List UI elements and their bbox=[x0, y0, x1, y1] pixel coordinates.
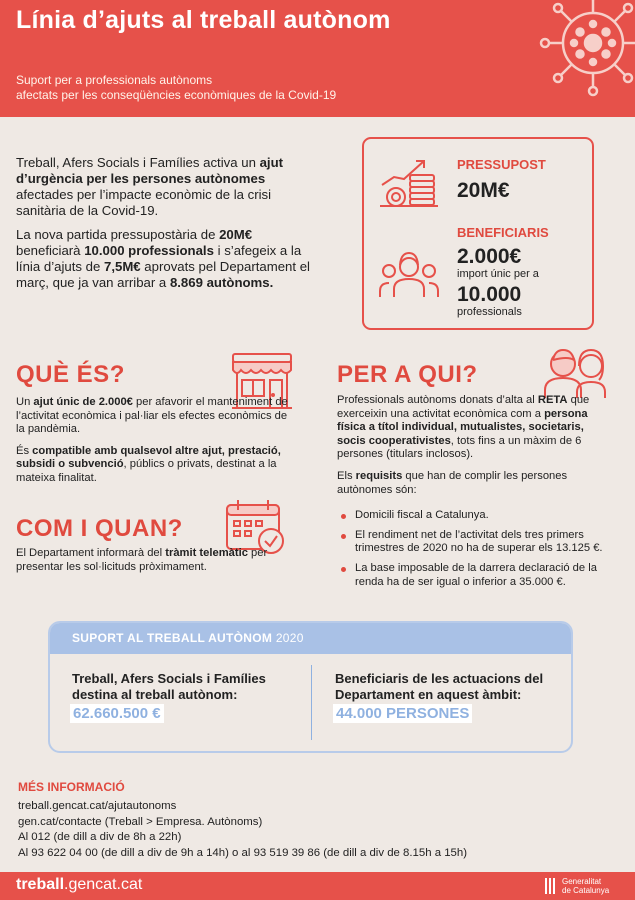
footer-site-rest: .gencat.cat bbox=[64, 876, 143, 893]
support-left-text: Treball, Afers Socials i Famílies destina al treball autònom: bbox=[72, 671, 266, 702]
budget-value: 20M€ bbox=[457, 179, 510, 202]
beneficiaries-count: 10.000 bbox=[457, 283, 522, 306]
que-es-text bbox=[16, 396, 291, 494]
per-a-qui-text bbox=[337, 394, 607, 595]
more-info-link-contact[interactable]: gen.cat/contacte (Treball > Empresa. Autònoms) bbox=[18, 815, 263, 828]
coins-growth-icon bbox=[378, 155, 440, 209]
budget-card bbox=[362, 137, 594, 330]
com-i-quan-text bbox=[16, 547, 286, 582]
beneficiaries-amount: 2.000€ bbox=[457, 245, 522, 268]
people-group-icon bbox=[378, 251, 440, 299]
more-info-link-web[interactable]: treball.gencat.cat/ajutautonoms bbox=[18, 800, 177, 812]
section-heading-per-a-qui: PER A QUI? bbox=[337, 361, 478, 388]
support-panel bbox=[48, 621, 573, 753]
catalonia-flag-icon bbox=[544, 877, 558, 895]
footer-gov-line-1: Generalitat bbox=[562, 877, 602, 886]
per-a-qui-paragraph-1: Professionals autònoms donats d’alta al RETA que exerceixin una activitat econòmica com a persona física a títol individual, mutualistes, societaris, socis cooperativistes, tots fins a un màxim de 6 persones (titulars inclosos). bbox=[337, 394, 590, 461]
more-info-list bbox=[18, 799, 467, 861]
support-left-value: 62.660.500 € bbox=[70, 704, 164, 723]
beneficiaries-unit: professionals bbox=[457, 306, 522, 318]
requirement-item: El rendiment net de l’activitat dels tres primers trimestres de 2020 no ha de superar els 13.125 €. bbox=[337, 529, 607, 556]
support-panel-title bbox=[72, 631, 304, 645]
more-info-heading: MÉS INFORMACIÓ bbox=[18, 780, 125, 794]
page-subtitle bbox=[16, 73, 336, 103]
requirement-item: La base imposable de la darrera declaració de la renda ha de ser igual o inferior a 35.000 €. bbox=[337, 562, 607, 589]
requirements-list bbox=[337, 509, 607, 589]
que-es-paragraph-2: És compatible amb qualsevol altre ajut, prestació, subsidi o subvenció, públics o privats, destinat a la mateixa finalitat. bbox=[16, 444, 281, 484]
subtitle-line-2: afectats per les conseqüències econòmiques de la Covid-19 bbox=[16, 88, 337, 102]
support-panel-header bbox=[50, 623, 571, 654]
budget-label: PRESSUPOST bbox=[457, 157, 546, 172]
page-header bbox=[0, 0, 635, 117]
intro-paragraph-1: Treball, Afers Socials i Famílies activa un ajut d’urgència per les persones autònomes afectades per l’impacte econòmic de la crisi sanitària de la Covid-19. bbox=[16, 155, 284, 218]
subtitle-line-1: Suport per a professionals autònoms bbox=[16, 73, 213, 87]
intro-paragraph-2: La nova partida pressupostària de 20M€ beneficiarà 10.000 professionals i s’afegeix a la línia d’ajuts de 7,5M€ aprovats pel Departament el març, que ja van arribar a 8.869 autònoms. bbox=[16, 227, 310, 290]
page-title: Línia d’ajuts al treball autònom bbox=[16, 6, 391, 34]
more-info-phone-012: Al 012 (de dill a div de 8h a 22h) bbox=[18, 831, 182, 844]
com-i-quan-paragraph-1: El Departament informarà del tràmit telemàtic per presentar les sol·licituds pròximament. bbox=[16, 547, 268, 573]
support-right-value: 44.000 PERSONES bbox=[333, 704, 472, 723]
coronavirus-icon bbox=[538, 0, 635, 98]
section-heading-com-i-quan: COM I QUAN? bbox=[16, 515, 183, 542]
two-people-icon bbox=[543, 344, 613, 400]
more-info-phones: Al 93 622 04 00 (de dill a div de 9h a 14h) o al 93 519 39 86 (de dill a div de 8.15h a 15h) bbox=[18, 846, 467, 859]
beneficiaries-note: import únic per a bbox=[457, 268, 539, 280]
support-right-text: Beneficiaris de les actuacions del Departament en aquest àmbit: bbox=[335, 671, 544, 702]
intro-text bbox=[16, 155, 316, 299]
footer-site-link[interactable] bbox=[16, 876, 142, 894]
support-panel-title-text: SUPORT AL TREBALL AUTÒNOM bbox=[72, 631, 273, 645]
page-footer bbox=[0, 872, 635, 900]
footer-government-logo bbox=[562, 877, 609, 895]
footer-site-bold: treball bbox=[16, 876, 65, 893]
support-panel-year: 2020 bbox=[275, 631, 304, 645]
beneficiaries-label: BENEFICIARIS bbox=[457, 225, 549, 240]
que-es-paragraph-1: Un ajut únic de 2.000€ per afavorir el manteniment de l’activitat econòmica i pal·liar els efectes econòmics de la pandèmia. bbox=[16, 396, 288, 436]
section-heading-que-es: QUÈ ÉS? bbox=[16, 361, 125, 388]
footer-gov-line-2: de Catalunya bbox=[562, 886, 610, 895]
requirement-item: Domicili fiscal a Catalunya. bbox=[337, 509, 607, 523]
support-divider bbox=[311, 665, 312, 740]
per-a-qui-paragraph-2: Els requisits que han de complir les persones autònomes són: bbox=[337, 469, 568, 496]
